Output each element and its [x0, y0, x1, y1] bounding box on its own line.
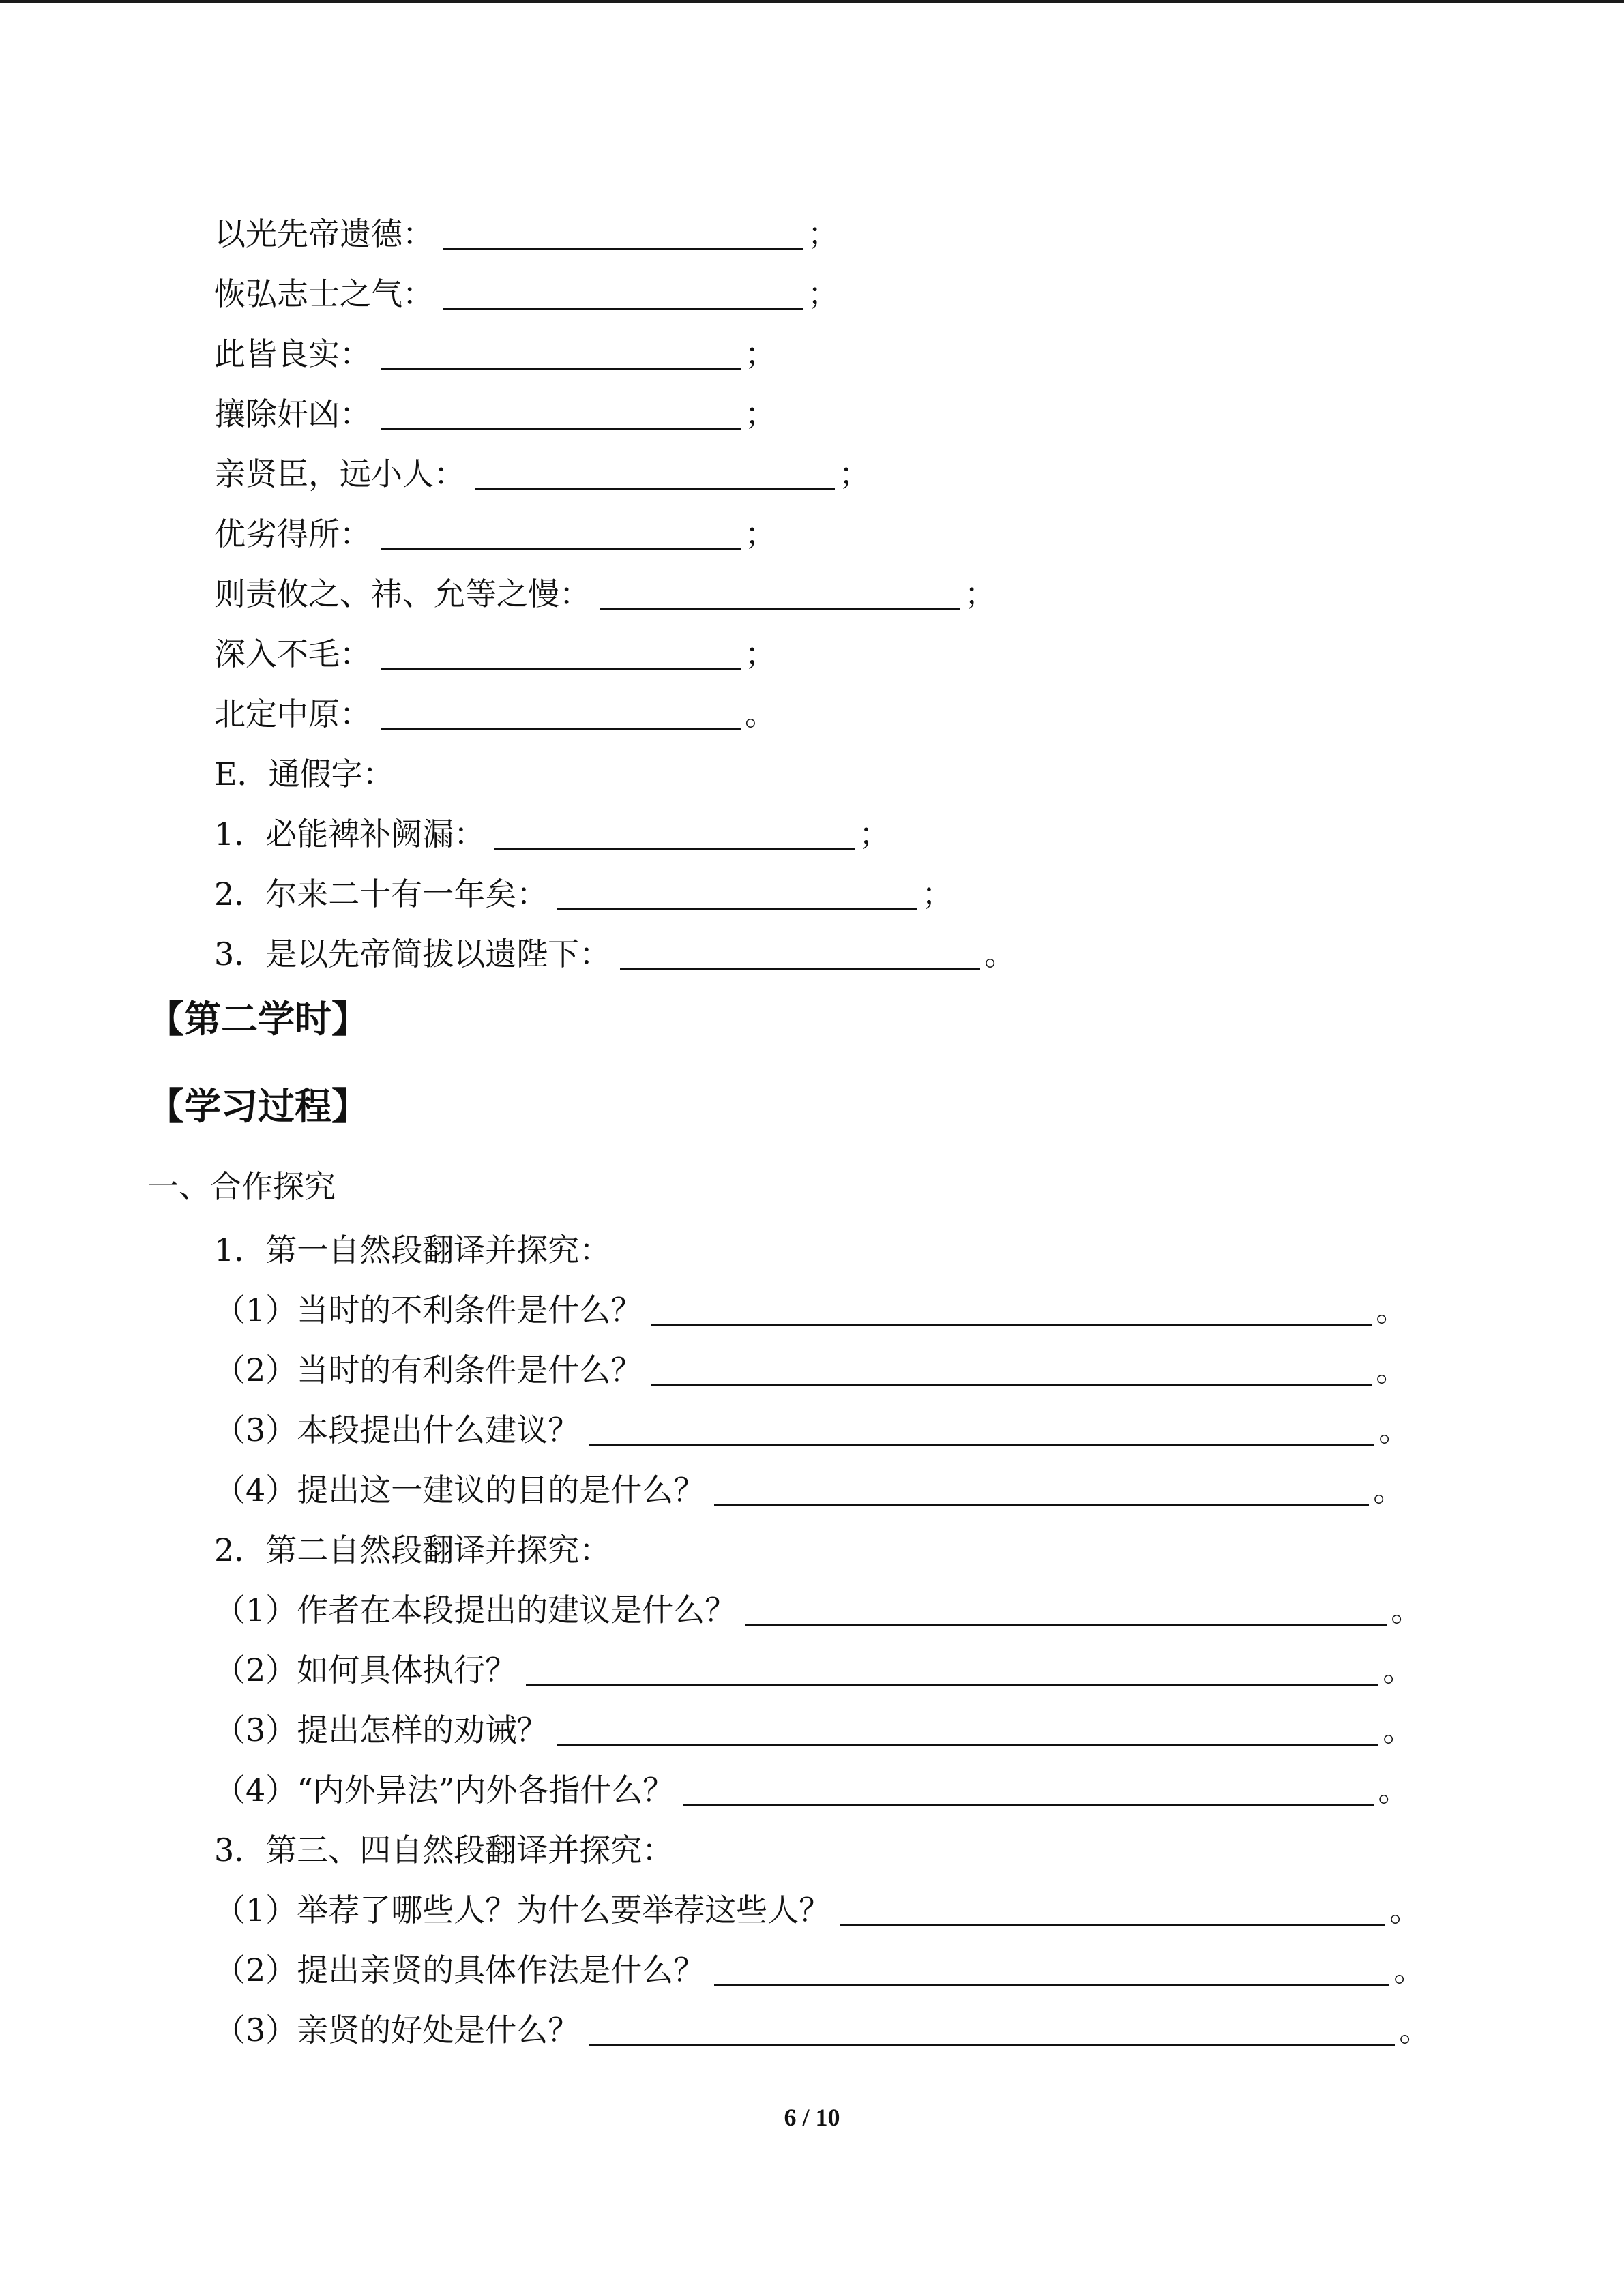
- fill-item-end: ；: [859, 816, 891, 852]
- fill-item: [214, 1590, 1422, 1630]
- fill-item: [214, 1470, 1404, 1510]
- answer-blank[interactable]: [443, 218, 803, 250]
- question-title-text: 2．第二自然段翻译并探究：: [214, 1532, 611, 1568]
- answer-blank[interactable]: [600, 578, 960, 610]
- fill-item-end: 。: [1378, 1412, 1411, 1448]
- fill-item: [214, 814, 890, 854]
- fill-item-end: ；: [808, 215, 839, 252]
- fill-item-label: （2）当时的有利条件是什么？: [214, 1352, 643, 1388]
- answer-blank[interactable]: [714, 1474, 1369, 1506]
- fill-item-label: （2）如何具体执行？: [214, 1652, 517, 1688]
- answer-blank[interactable]: [714, 1954, 1389, 1986]
- fill-item-label: 攘除奸凶：: [214, 396, 371, 432]
- fill-item: [214, 273, 839, 314]
- fill-item-label: 则责攸之、祎、允等之慢：: [214, 576, 591, 612]
- fill-item: [214, 1350, 1407, 1390]
- fill-item-end: ；: [745, 336, 776, 372]
- fill-item-label: 恢弘志士之气：: [214, 275, 434, 312]
- answer-blank[interactable]: [683, 1774, 1374, 1806]
- fill-item: [214, 1770, 1409, 1810]
- answer-blank[interactable]: [443, 278, 803, 310]
- fill-item-end: 。: [1378, 1772, 1410, 1808]
- fill-item-end: ；: [921, 876, 954, 912]
- answer-blank[interactable]: [475, 458, 835, 490]
- fill-item-end: 。: [1383, 1712, 1415, 1748]
- fill-item-end: ；: [964, 576, 996, 612]
- fill-item: [214, 1950, 1425, 1991]
- fill-item: [214, 213, 839, 254]
- question-title-text: 1．第一自然段翻译并探究：: [214, 1232, 611, 1268]
- answer-blank[interactable]: [381, 338, 741, 370]
- fill-item-label: （1）作者在本段提出的建议是什么？: [214, 1592, 737, 1628]
- fill-item-label: 北定中原：: [214, 696, 371, 732]
- fill-item-end: ；: [839, 456, 870, 492]
- fill-item: [214, 1710, 1414, 1750]
- fill-item-end: 。: [745, 696, 776, 732]
- fill-item: [214, 393, 776, 434]
- fill-item-end: ；: [745, 516, 776, 552]
- answer-blank[interactable]: [557, 878, 917, 910]
- fill-item: [214, 633, 776, 674]
- question-title-text: 3．第三、四自然段翻译并探究：: [214, 1832, 674, 1868]
- fill-item-end: 。: [1383, 1652, 1415, 1688]
- question-title: [214, 1830, 673, 1870]
- fill-item-label: 此皆良实：: [214, 336, 371, 372]
- fill-item-label: 深入不毛：: [214, 636, 371, 672]
- page-top-border: [0, 0, 1624, 3]
- fill-item: [214, 1289, 1407, 1330]
- fill-item: [214, 934, 1016, 974]
- part-1-title: [147, 1166, 336, 1207]
- fill-item-label: 优劣得所：: [214, 516, 371, 552]
- fill-item-label: 2．尔来二十有一年矣：: [214, 876, 548, 912]
- answer-blank[interactable]: [494, 818, 855, 850]
- section-e-title: [214, 754, 394, 794]
- fill-item: [214, 333, 776, 374]
- fill-item-label: 亲贤臣，远小人：: [214, 456, 465, 492]
- fill-item-label: （1）举荐了哪些人？为什么要举荐这些人？: [214, 1892, 831, 1928]
- fill-item-end: ；: [808, 275, 839, 312]
- fill-item: [214, 2010, 1430, 2051]
- fill-item-label: （3）亲贤的好处是什么？: [214, 2012, 580, 2048]
- page-number: 6 / 10: [784, 2104, 840, 2131]
- fill-item-label: 3．是以先帝简拔以遗陛下：: [214, 936, 611, 972]
- answer-blank[interactable]: [557, 1714, 1378, 1746]
- question-title: [214, 1229, 610, 1270]
- answer-blank[interactable]: [381, 698, 741, 730]
- fill-item-label: （3）本段提出什么建议？: [214, 1412, 580, 1448]
- part-1-title-text: 一、合作探究: [147, 1168, 336, 1205]
- fill-item-end: ；: [745, 636, 776, 672]
- fill-item-end: 。: [1399, 2012, 1431, 2048]
- fill-item: [214, 1410, 1410, 1450]
- heading-learning-process: 【学习过程】: [147, 1085, 368, 1128]
- fill-item-label: 以光先帝遗德：: [214, 215, 434, 252]
- fill-item-label: （1）当时的不利条件是什么？: [214, 1292, 643, 1328]
- answer-blank[interactable]: [381, 638, 741, 670]
- fill-item-end: 。: [1389, 1892, 1421, 1928]
- fill-item-label: （4）提出这一建议的目的是什么？: [214, 1472, 705, 1508]
- fill-item-end: 。: [1373, 1472, 1405, 1508]
- answer-blank[interactable]: [589, 2014, 1395, 2046]
- fill-item-end: 。: [984, 936, 1016, 972]
- answer-blank[interactable]: [745, 1594, 1387, 1626]
- fill-item-end: 。: [1391, 1592, 1423, 1628]
- answer-blank[interactable]: [651, 1354, 1372, 1386]
- fill-item-label: 1．必能裨补阙漏：: [214, 816, 486, 852]
- answer-blank[interactable]: [840, 1894, 1385, 1926]
- heading-lesson-2: 【第二学时】: [147, 998, 368, 1041]
- fill-item-end: 。: [1393, 1952, 1426, 1988]
- question-title: [214, 1530, 610, 1570]
- fill-item: [214, 513, 776, 554]
- fill-item-label: （4）“内外异法”内外各指什么？: [214, 1772, 675, 1808]
- fill-item: [214, 874, 953, 914]
- fill-item-end: ；: [745, 396, 776, 432]
- answer-blank[interactable]: [381, 518, 741, 550]
- fill-item: [214, 453, 870, 494]
- answer-blank[interactable]: [526, 1654, 1378, 1686]
- answer-blank[interactable]: [381, 398, 741, 430]
- fill-item-label: （2）提出亲贤的具体作法是什么？: [214, 1952, 705, 1988]
- fill-item: [214, 573, 996, 614]
- fill-item-end: 。: [1376, 1292, 1408, 1328]
- fill-item: [214, 694, 776, 734]
- fill-item: [214, 1650, 1414, 1690]
- answer-blank[interactable]: [589, 1414, 1374, 1446]
- answer-blank[interactable]: [620, 938, 980, 970]
- section-e-title-text: E．通假字：: [214, 756, 394, 792]
- answer-blank[interactable]: [651, 1294, 1372, 1326]
- fill-item-label: （3）提出怎样的劝诫？: [214, 1712, 548, 1748]
- fill-item-end: 。: [1376, 1352, 1408, 1388]
- fill-item: [214, 1890, 1421, 1930]
